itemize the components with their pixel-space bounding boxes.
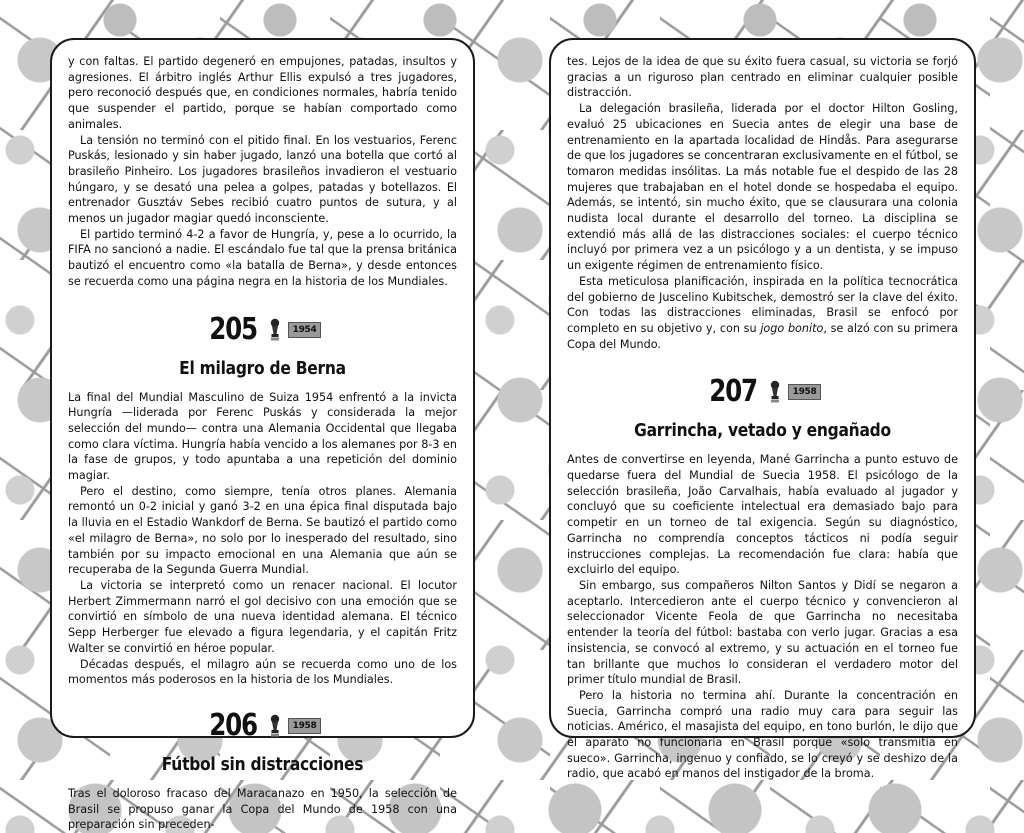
entry-header-207 xyxy=(567,374,958,444)
paragraph: tes. Lejos de la idea de que su éxito fuera casual, su victoria se forjó gracias a un riguroso plan centrado en eliminar cualquier posible distracción. xyxy=(567,55,958,100)
paragraph-text: , se alzó con su primera Copa del Mundo. xyxy=(567,321,958,351)
paragraph: Pero el destino, como siempre, tenía otros planes. Alemania remontó un 0-2 inicial y ganó 3-2 en una épica final disputada bajo la lluvia en el Estadio Wankdorf de Berna. Se bautizó el partido como «el milagro de Berna», no solo por lo inesperado del resultado, sino también por su impacto emocional en una Alemania que aún se recuperaba de la Segunda Guerra Mundial. xyxy=(68,484,457,577)
paragraph: Antes de convertirse en leyenda, Mané Garrincha a punto estuvo de quedarse fuera del Mundial de Suecia 1958. El psicólogo de la selección brasileña, João Carvalhais, había evaluado al jugador y concluyó que su coeficiente intelectual era demasiado bajo para competir en un torneo de tal exigencia. Según su diagnóstico, Garrincha no comprendía conceptos tácticos ni podía seguir instrucciones complejas. La recomendación fue clara: había que excluirlo del equipo. xyxy=(567,453,958,577)
left-page xyxy=(50,38,475,832)
paragraph-text: Esta meticulosa planificación, inspirada en la política tecnocrática del gobierno de Juscelino Kubitschek, demostró ser la clave del éxito. Con todas las distracciones eliminadas, Brasil se enfocó por completo en su objetivo y, con su xyxy=(567,274,958,335)
entry-number: 205 xyxy=(208,311,257,347)
paragraph: Pero la historia no termina ahí. Durante la concentración en Suecia, Garrincha compró una radio muy cara para seguir las noticias. Américo, el masajista del equipo, en tono burlón, le dijo que el aparato no funcionaría en Brasil porque «solo transmitía en sueco». Garrincha, ingenuo y confiado, se lo creyó y se deshizo de la radio, que acabó en manos del instigador de la broma. xyxy=(567,688,958,781)
year-badge: 1958 xyxy=(788,384,822,400)
world-cup-trophy-icon xyxy=(769,380,781,404)
paragraph: La final del Mundial Masculino de Suiza 1954 enfrentó a la invicta Hungría —liderada por Ferenc Puskás y considerada la mejor selección del mundo— contra una Alemania Occidental que llegaba como clara víctima. Hungría había vencido a los alemanes por 8-3 en la fase de grupos, y todo apuntaba a una repetición del dominio magiar. xyxy=(68,390,458,483)
paragraph: La delegación brasileña, liderada por el doctor Hilton Gosling, evaluó 25 ubicaciones en Suecia antes de elegir una base de entrenamiento en la apartada localidad de Hindås. Para asegurarse de que los jugadores se concentraran exclusivamente en el fútbol, se tomaron medidas insólitas. La más notable fue el despido de las 28 mujeres que trabajaban en el hotel donde se hospedaba el equipo. Además, se intentó, sin mucho éxito, que se clausurara una colonia nudista local durante el desarrollo del torneo. La disciplina se extendió más allá de las distracciones sociales: el cuerpo técnico incluyó por primera vez a un psicólogo y a un dentista, y se impuso un exigente régimen de entrenamiento físico. xyxy=(567,102,958,273)
paragraph xyxy=(567,274,958,353)
entry-header-206 xyxy=(68,708,457,778)
paragraph: Sin embargo, sus compañeros Nilton Santos y Didí se negaron a aceptarlo. Intercedieron ante el cuerpo técnico y convencieron al seleccionador Vicente Feola de que Garrincha no necesitaba entender la teoría del fútbol: bastaba con verlo jugar. Gracias a esa insistencia, se convocó al extremo, y su actuación en el torneo fue tan brillante que muchos lo consideran el verdadero motor del primer título mundial de Brasil. xyxy=(567,578,958,687)
paragraph: Décadas después, el milagro aún se recuerda como uno de los momentos más poderosos en la historia de los Mundiales. xyxy=(68,657,457,687)
entry-title: El milagro de Berna xyxy=(179,357,346,379)
paragraph: La victoria se interpretó como un renacer nacional. El locutor Herbert Zimmermann narró el gol decisivo con una emoción que se convirtió en símbolo de una nueva identidad alemana. El técnico Sepp Herberger fue elevado a figura legendaria, y el capitán Fritz Walter se convirtió en héroe popular. xyxy=(68,578,457,655)
entry-number: 207 xyxy=(708,374,757,410)
paragraph: y con faltas. El partido degeneró en empujones, patadas, insultos y agresiones. El árbitro inglés Arthur Ellis expulsó a tres jugadores, pero reconoció después que, en condiciones normales, habría tenido que suspender el partido, porque se habían comportado como animales. xyxy=(68,55,457,131)
paragraph: El partido terminó 4-2 a favor de Hungría, y, pese a lo ocurrido, la FIFA no sancionó a nadie. El escándalo fue tal que la prensa británica bautizó el encuentro como «la batalla de Berna», y desde entonces se recuerda como una página negra en la historia de los Mundiales. xyxy=(68,227,457,288)
entry-title: Garrincha, vetado y engañado xyxy=(634,420,891,442)
entry-header-205 xyxy=(68,312,457,382)
year-badge: 1958 xyxy=(288,718,322,734)
entry-title: Fútbol sin distracciones xyxy=(161,753,364,775)
right-page xyxy=(549,38,976,781)
italic-phrase: jogo bonito xyxy=(760,321,824,335)
year-badge: 1954 xyxy=(288,322,322,338)
paragraph: La tensión no terminó con el pitido final. En los vestuarios, Ferenc Puskás, lesionado y sin haber jugado, lanzó una botella que cortó al brasileño Pinheiro. Los jugadores brasileños invadieron el vestuario húngaro, y se desató una pelea a golpes, patadas y botellazos. El entrenador Gusztáv Sebes recibió cuatro puntos de sutura, y al menos un jugador magiar quedó inconsciente. xyxy=(68,133,457,226)
world-cup-trophy-icon xyxy=(269,318,281,342)
paragraph: Tras el doloroso fracaso del Maracanazo en 1950, la selección de Brasil se propuso ganar la Copa del Mundo de 1958 con una preparación sin preceden- xyxy=(68,786,457,832)
entry-number: 206 xyxy=(208,707,257,743)
world-cup-trophy-icon xyxy=(269,714,281,738)
